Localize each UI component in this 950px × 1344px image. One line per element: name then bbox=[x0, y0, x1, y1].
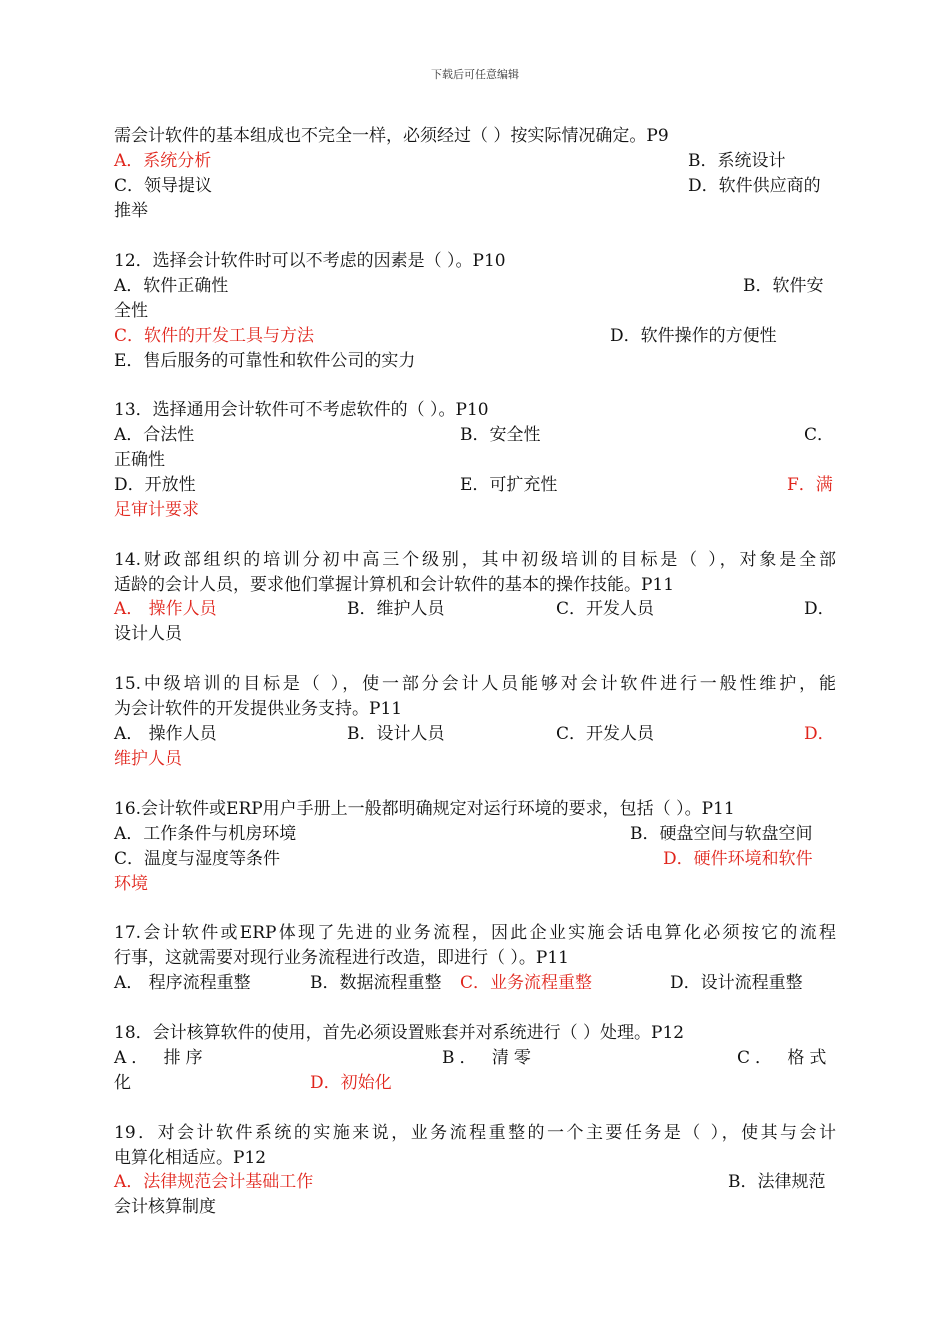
q13-option-a: A．合法性 bbox=[114, 425, 195, 445]
q12-option-e: E．售后服务的可靠性和软件公司的实力 bbox=[114, 351, 416, 371]
q13-option-c: C． bbox=[804, 425, 835, 445]
q17-option-c: C．业务流程重整 bbox=[460, 973, 593, 993]
q12-option-c: C．软件的开发工具与方法 bbox=[114, 326, 315, 346]
q19-stem-line1: 19．对会计软件系统的实施来说，业务流程重整的一个主要任务是（ ），使其与会计 bbox=[114, 1123, 836, 1143]
q15-stem-line2: 为会计软件的开发提供业务支持。P11 bbox=[114, 699, 403, 719]
q17-option-b: B．数据流程重整 bbox=[310, 973, 442, 993]
q18-option-b: B． 清零 bbox=[442, 1048, 536, 1068]
q13-option-d: D．开放性 bbox=[114, 475, 196, 495]
q14-option-c: C．开发人员 bbox=[556, 599, 655, 619]
q16-option-c: C．温度与湿度等条件 bbox=[114, 849, 281, 869]
q17-stem-line1: 17.会计软件或ERP体现了先进的业务流程，因此企业实施会话电算化必须按它的流程 bbox=[114, 923, 836, 943]
q19-option-b-cont: 会计核算制度 bbox=[114, 1197, 216, 1217]
q11-option-c: C．领导提议 bbox=[114, 176, 213, 196]
q18-option-d: D．初始化 bbox=[310, 1073, 392, 1093]
q15-option-c: C．开发人员 bbox=[556, 724, 655, 744]
q16-option-a: A．工作条件与机房环境 bbox=[114, 824, 297, 844]
q19-option-b: B．法律规范 bbox=[728, 1172, 826, 1192]
q11-option-a: A．系统分析 bbox=[114, 151, 212, 171]
q17-option-a: A． 程序流程重整 bbox=[114, 973, 251, 993]
q14-option-b: B．维护人员 bbox=[347, 599, 445, 619]
q16-stem: 16.会计软件或ERP用户手册上一般都明确规定对运行环境的要求，包括（ ）。P11 bbox=[114, 799, 735, 819]
page-header: 下载后可任意编辑 bbox=[431, 68, 519, 81]
q18-stem: 18．会计核算软件的使用，首先必须设置账套并对系统进行（ ）处理。P12 bbox=[114, 1023, 685, 1043]
q15-option-d: D． bbox=[804, 724, 835, 744]
q13-option-c-cont: 正确性 bbox=[114, 450, 165, 470]
q12-option-a: A．软件正确性 bbox=[114, 276, 229, 296]
q15-option-a: A． 操作人员 bbox=[114, 724, 217, 744]
q17-option-d: D．设计流程重整 bbox=[670, 973, 803, 993]
q17-stem-line2: 行事，这就需要对现行业务流程进行改造，即进行（ ）。P11 bbox=[114, 948, 569, 968]
q14-option-a: A． 操作人员 bbox=[114, 599, 217, 619]
q11-option-d: D．软件供应商的 bbox=[688, 176, 821, 196]
q16-option-b: B．硬盘空间与软盘空间 bbox=[630, 824, 813, 844]
q19-option-a: A．法律规范会计基础工作 bbox=[114, 1172, 314, 1192]
q16-option-d-cont: 环境 bbox=[114, 874, 148, 894]
q14-stem-line2: 适龄的会计人员，要求他们掌握计算机和会计软件的基本的操作技能。P11 bbox=[114, 575, 675, 595]
q18-option-c: C． 格式 bbox=[737, 1048, 832, 1068]
q16-option-d: D．硬件环境和软件 bbox=[663, 849, 813, 869]
q18-option-a: A． 排序 bbox=[114, 1048, 208, 1068]
q14-option-d: D． bbox=[804, 599, 835, 619]
q13-option-f: F．满 bbox=[787, 475, 833, 495]
q13-option-b: B．安全性 bbox=[460, 425, 541, 445]
q12-stem: 12．选择会计软件时可以不考虑的因素是（ ）。P10 bbox=[114, 251, 506, 271]
q18-option-c-cont: 化 bbox=[114, 1073, 131, 1093]
q13-option-e: E．可扩充性 bbox=[460, 475, 558, 495]
q19-stem-line2: 电算化相适应。P12 bbox=[114, 1148, 267, 1168]
q12-option-d: D．软件操作的方便性 bbox=[610, 326, 777, 346]
q11-stem: 需会计软件的基本组成也不完全一样，必须经过（ ）按实际情况确定。P9 bbox=[114, 126, 669, 146]
q13-option-f-cont: 足审计要求 bbox=[114, 500, 199, 520]
q12-option-b-cont: 全性 bbox=[114, 301, 148, 321]
q11-option-d-cont: 推举 bbox=[114, 201, 148, 221]
q11-option-b: B．系统设计 bbox=[688, 151, 786, 171]
q14-stem-line1: 14.财政部组织的培训分初中高三个级别，其中初级培训的目标是（ ），对象是全部 bbox=[114, 550, 836, 570]
q15-option-b: B．设计人员 bbox=[347, 724, 445, 744]
q15-stem-line1: 15.中级培训的目标是（ ），使一部分会计人员能够对会计软件进行一般性维护，能 bbox=[114, 674, 836, 694]
q14-option-d-cont: 设计人员 bbox=[114, 624, 182, 644]
q13-stem: 13．选择通用会计软件可不考虑软件的（ ）。P10 bbox=[114, 400, 489, 420]
q12-option-b: B．软件安 bbox=[743, 276, 824, 296]
q15-option-d-cont: 维护人员 bbox=[114, 749, 182, 769]
